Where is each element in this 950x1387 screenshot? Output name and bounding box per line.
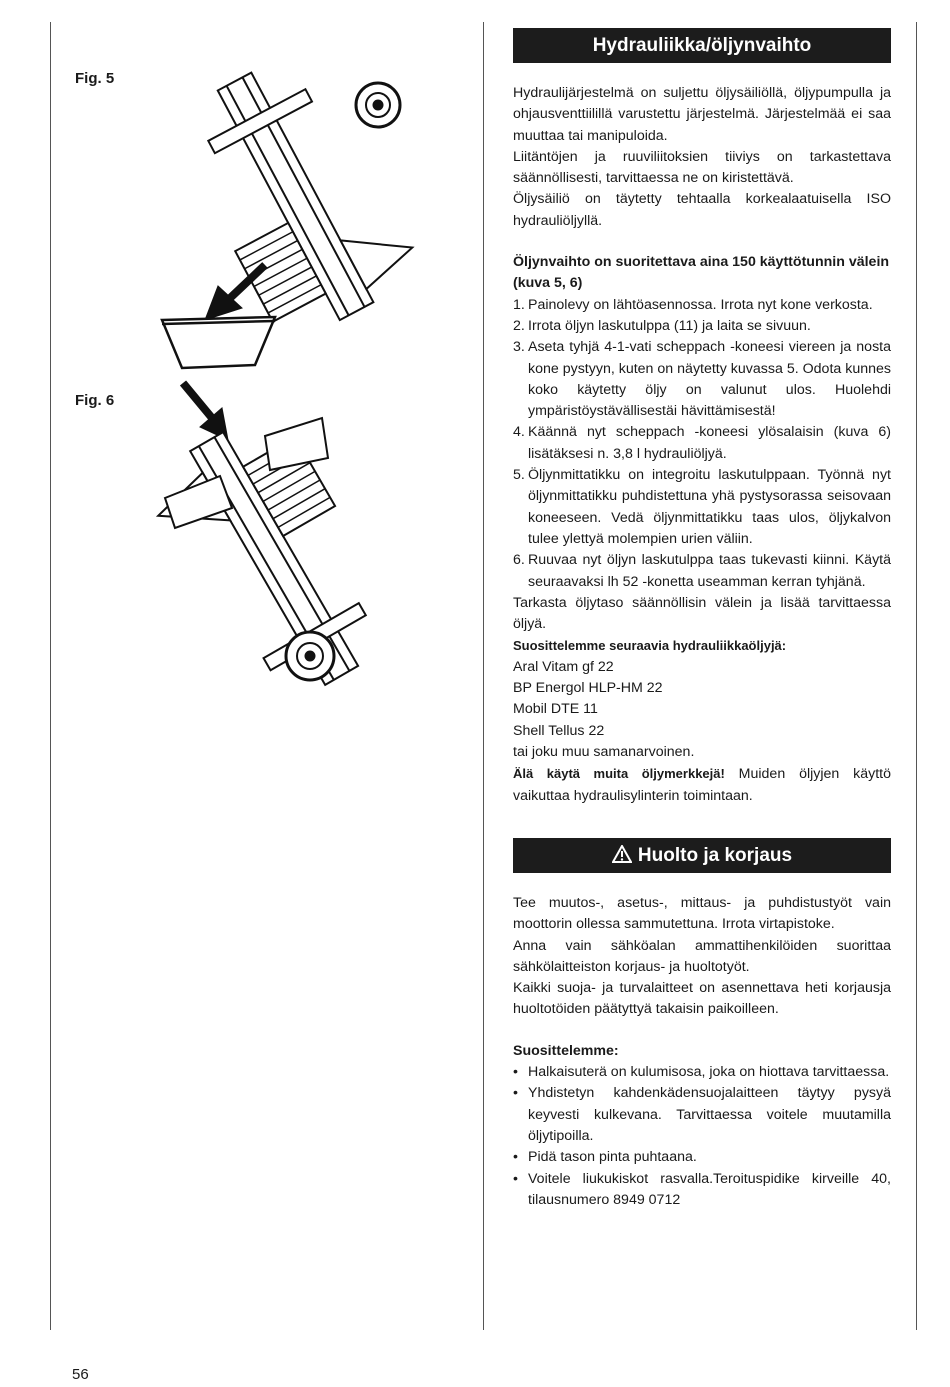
step-item: 2. Irrota öljyn laskutulppa (11) ja laita se sivuun. bbox=[513, 317, 811, 334]
column-divider-left bbox=[50, 22, 51, 1330]
page-number: 56 bbox=[72, 1366, 89, 1383]
recommendations-list bbox=[513, 1062, 891, 1211]
step-item: 1. Painolevy on lähtöasennossa. Irrota nyt kone verkosta. bbox=[513, 296, 873, 313]
hydraulics-heading: Hydrauliikka/öljynvaihto bbox=[513, 28, 891, 63]
oil-item: Mobil DTE 11 bbox=[513, 701, 598, 718]
recommended-oils-heading: Suosittelemme seuraavia hydrauliikkaöljyjä: bbox=[513, 638, 787, 654]
intro-paragraph-3: Öljysäiliö on täytetty tehtaalla korkealaatuisella ISO hydrauliöljyllä. bbox=[513, 191, 891, 229]
recommendations-heading: Suosittelemme: bbox=[513, 1042, 619, 1059]
intro-paragraph-2: Liitäntöjen ja ruuviliitoksien tiiviys on tarkastettava säännöllisesti, tarvittaessa ne on kiristettävä. bbox=[513, 148, 891, 187]
oil-item: tai joku muu samanarvoinen. bbox=[513, 743, 695, 760]
figure-6-label: Fig. 6 bbox=[75, 392, 115, 409]
step-item: 5. Öljynmittatikku on integroitu laskutulppaan. Työnnä nyt öljynmittatikku puhdistettuna yhä pystysorassa seisovaan koneeseen. Vedä öljynmittatikku taas ulos, öljykalvon tulee ylettyä molempien urien väliin. bbox=[513, 467, 891, 547]
fig5-drain-arrow bbox=[205, 265, 265, 320]
maintenance-heading bbox=[513, 838, 891, 873]
oil-warning-text: Muiden öljyjen käyttö vaikuttaa hydraulisylinterin toimintaan. bbox=[513, 766, 891, 804]
oil-item: Shell Tellus 22 bbox=[513, 722, 605, 739]
oil-basin bbox=[162, 317, 275, 368]
fig5-machine-draining bbox=[165, 44, 450, 348]
list-item: • Halkaisuterä on kulumisosa, joka on hiottava tarvittaessa. bbox=[513, 1064, 890, 1081]
oil-change-steps bbox=[513, 295, 891, 593]
fig5-wheel bbox=[356, 83, 400, 127]
list-item: • Pidä tason pinta puhtaana. bbox=[513, 1149, 697, 1166]
oil-item: Aral Vitam gf 22 bbox=[513, 658, 614, 675]
fig6-wheel bbox=[286, 632, 334, 680]
intro-paragraph-1: Hydraulijärjestelmä on suljettu öljysäiliöllä, öljypumpulla ja ohjausventtiilillä varustettu järjestelmä. Järjestelmää ei saa muuttaa tai manipuloida. bbox=[513, 85, 891, 144]
warning-triangle-icon bbox=[612, 845, 632, 863]
check-oil-text: Tarkasta öljytaso säännöllisin välein ja lisää tarvittaessa öljyä. bbox=[513, 594, 891, 633]
maintenance-paragraph-3: Kaikki suoja- ja turvalaitteet on asennettava heti korjausja huoltotöiden päätyttyä takaisin paikoilleen. bbox=[513, 980, 891, 1018]
maintenance-paragraph-2: Anna vain sähköalan ammattihenkilöiden suorittaa sähkölaitteiston korjaus- ja huoltotyöt. bbox=[513, 937, 891, 975]
column-divider-middle bbox=[483, 22, 484, 1330]
step-item: 3. Aseta tyhjä 4-1-vati scheppach -koneesi viereen ja nosta kone pystyyn, kuten on näytetty kuvassa 5. Odota kunnes koko käytetty öljy on valunut ulos. Huolehdi ympäristöystävällisestäi hävittämisestä! bbox=[513, 339, 891, 420]
fig6-fill-arrow bbox=[183, 383, 228, 440]
oil-change-subheading: Öljynvaihto on suoritettava aina 150 käyttötunnin välein (kuva 5, 6) bbox=[513, 254, 890, 292]
figure-5-label: Fig. 5 bbox=[75, 70, 115, 87]
step-item: 4. Käännä nyt scheppach -koneesi ylösalaisin (kuva 6) lisätäksesi n. 3,8 l hydrauliöljyä. bbox=[513, 424, 891, 462]
oil-warning-bold: Älä käytä muita öljymerkkejä! bbox=[513, 766, 725, 782]
maintenance-title: Huolto ja korjaus bbox=[637, 845, 793, 866]
list-item: • Voitele liukukiskot rasvalla.Teroituspidike kirveille 40, tilausnumero 8949 0712 bbox=[513, 1170, 891, 1208]
column-divider-right bbox=[916, 22, 917, 1330]
step-item: 6. Ruuvaa nyt öljyn laskutulppa taas tukevasti kiinni. Käytä seuraavaksi lh 52 -konetta useamman kerran tyhjänä. bbox=[513, 552, 891, 590]
log-splitter-illustration bbox=[150, 38, 450, 688]
list-item: • Yhdistetyn kahdenkädensuojalaitteen täytyy pysyä keyvesti kulkevana. Tarvittaessa voitele muutamilla öljytipoilla. bbox=[513, 1085, 891, 1144]
oil-warning bbox=[513, 763, 891, 807]
maintenance-section bbox=[513, 838, 891, 1211]
oil-item: BP Energol HLP-HM 22 bbox=[513, 680, 663, 697]
hydraulics-section bbox=[513, 28, 891, 807]
maintenance-paragraph-1: Tee muutos-, asetus-, mittaus- ja puhdistustyöt vain moottorin ollessa sammutettuna. Irrota virtapistoke. bbox=[513, 895, 891, 933]
